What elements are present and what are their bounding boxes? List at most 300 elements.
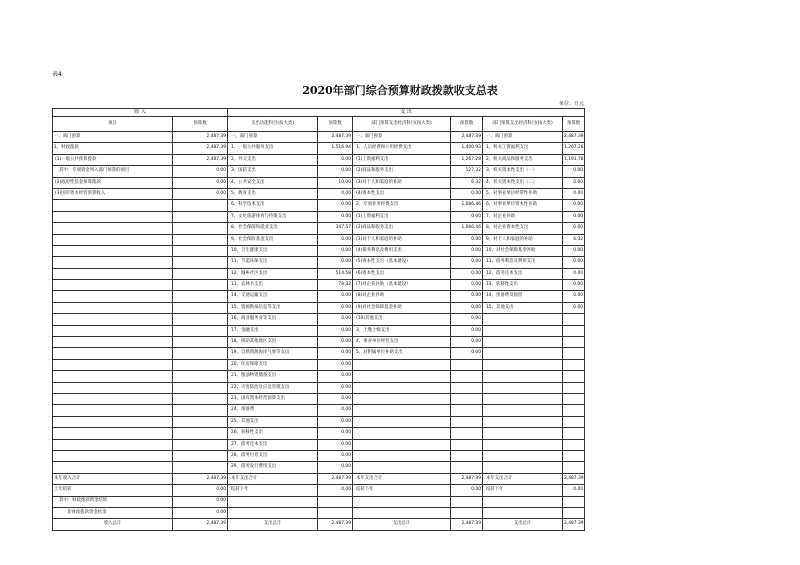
table-row — [53, 473, 585, 484]
item-cell — [353, 428, 451, 439]
table-row — [53, 154, 585, 165]
item-cell: 4、公共安全支出 — [228, 177, 318, 188]
item-cell: 2、机关商品和服务支出 — [483, 154, 563, 165]
table-row — [53, 291, 585, 302]
item-cell: (3)对个人和家庭的补助 — [353, 177, 451, 188]
item-cell: 本年收入合计 — [53, 473, 173, 484]
amount-cell: 0.00 — [318, 314, 353, 325]
amount-cell: 0.00 — [563, 200, 585, 211]
col-header: 部门预算支出经济科目(按大类) — [353, 117, 451, 132]
item-cell: (3)对个人和家庭的补助 — [353, 234, 451, 245]
item-cell — [53, 325, 173, 336]
item-cell: 19、自然资源海洋气象等支出 — [228, 348, 318, 359]
amount-cell — [173, 325, 228, 336]
amount-cell: 0.00 — [451, 280, 483, 291]
amount-cell — [451, 507, 483, 518]
item-cell — [483, 348, 563, 359]
amount-cell — [173, 268, 228, 279]
item-cell: 5、对附属单位补助支出 — [353, 348, 451, 359]
item-cell — [53, 257, 173, 268]
amount-cell: 0.00 — [173, 507, 228, 518]
item-cell: 本年支出合计 — [353, 473, 451, 484]
item-cell — [483, 450, 563, 461]
amount-cell: 2,487.39 — [173, 473, 228, 484]
amount-cell: 0.00 — [563, 280, 585, 291]
item-cell: 28、债务付息支出 — [228, 450, 318, 461]
item-cell: (4)债务利息及费用支出 — [353, 245, 451, 256]
table-row — [53, 280, 585, 291]
amount-cell — [173, 348, 228, 359]
item-cell: 9、对个人和家庭的补助 — [483, 234, 563, 245]
table-row — [53, 496, 585, 507]
income-header: 收 入 — [53, 109, 228, 117]
col-header: 预算数 — [173, 117, 228, 132]
amount-cell: 0.00 — [318, 371, 353, 382]
amount-cell: 2,487.39 — [318, 132, 353, 143]
amount-cell: 514.58 — [318, 268, 353, 279]
item-cell: 4、机关资本性支出（二） — [483, 177, 563, 188]
amount-cell: 1,086.46 — [451, 200, 483, 211]
item-cell: 11、节能环保支出 — [228, 257, 318, 268]
amount-cell: 0.00 — [318, 257, 353, 268]
amount-cell: 0.00 — [318, 211, 353, 222]
item-cell: 11、债务利息及费用支出 — [483, 257, 563, 268]
item-cell — [53, 416, 173, 427]
amount-cell — [173, 382, 228, 393]
item-cell — [483, 393, 563, 404]
item-cell — [483, 428, 563, 439]
amount-cell — [563, 462, 585, 473]
amount-cell — [451, 416, 483, 427]
amount-cell: 2,487.39 — [318, 473, 353, 484]
table-row — [53, 223, 585, 234]
item-cell — [53, 211, 173, 222]
item-cell — [53, 405, 173, 416]
item-cell: 结转下年 — [353, 485, 451, 496]
amount-cell — [173, 439, 228, 450]
item-cell: (2)商品和服务支出 — [353, 166, 451, 177]
amount-cell: 0.00 — [563, 291, 585, 302]
amount-cell: 0.00 — [173, 166, 228, 177]
item-cell — [483, 359, 563, 370]
item-cell: (10)其他支出 — [353, 314, 451, 325]
amount-cell: 1,267.28 — [563, 143, 585, 154]
item-cell — [353, 359, 451, 370]
amount-cell: 0.00 — [318, 462, 353, 473]
item-cell: 20、住房保障支出 — [228, 359, 318, 370]
amount-cell: 0.00 — [318, 302, 353, 313]
item-cell: 2、外交支出 — [228, 154, 318, 165]
item-cell — [53, 245, 173, 256]
amount-cell — [173, 337, 228, 348]
item-cell — [53, 462, 173, 473]
item-cell — [483, 325, 563, 336]
amount-cell — [563, 507, 585, 518]
table-row — [53, 177, 585, 188]
amount-cell — [173, 405, 228, 416]
amount-cell — [563, 405, 585, 416]
amount-cell: 0.00 — [451, 234, 483, 245]
amount-cell — [173, 223, 228, 234]
col-header: 预算数 — [563, 117, 585, 132]
amount-cell: 0.00 — [173, 188, 228, 199]
item-cell: 25、其他支出 — [228, 416, 318, 427]
item-cell — [483, 462, 563, 473]
item-cell: 上年结转 — [53, 485, 173, 496]
item-cell: 7、文化旅游体育与传媒支出 — [228, 211, 318, 222]
amount-cell: 0.00 — [318, 337, 353, 348]
table-row — [53, 393, 585, 404]
item-cell — [53, 393, 173, 404]
table-row — [53, 257, 585, 268]
amount-cell: 0.00 — [451, 268, 483, 279]
amount-cell: 2,487.39 — [173, 132, 228, 143]
amount-cell: 0.00 — [451, 314, 483, 325]
amount-cell: 0.00 — [563, 302, 585, 313]
amount-cell: 0.00 — [173, 177, 228, 188]
amount-cell: 1,267.28 — [451, 154, 483, 165]
item-cell: 16、商业服务业等支出 — [228, 314, 318, 325]
amount-cell — [173, 280, 228, 291]
amount-cell — [451, 439, 483, 450]
item-cell — [353, 416, 451, 427]
amount-cell — [451, 393, 483, 404]
item-cell — [483, 507, 563, 518]
item-cell — [53, 280, 173, 291]
amount-cell: 0.00 — [318, 166, 353, 177]
amount-cell: 0.00 — [563, 211, 585, 222]
item-cell: 15、资源勘探信息等支出 — [228, 302, 318, 313]
amount-cell: 0.00 — [173, 496, 228, 507]
amount-cell — [173, 234, 228, 245]
item-cell: 本年支出合计 — [228, 473, 318, 484]
amount-cell — [173, 359, 228, 370]
item-cell — [483, 405, 563, 416]
table-row — [53, 337, 585, 348]
amount-cell: 0.00 — [318, 359, 353, 370]
amount-cell — [318, 496, 353, 507]
item-cell — [53, 234, 173, 245]
amount-cell: 0.00 — [563, 268, 585, 279]
item-cell — [53, 428, 173, 439]
item-cell: 24、预备费 — [228, 405, 318, 416]
table-row — [53, 416, 585, 427]
item-cell: (9)对社会保障基金补助 — [353, 302, 451, 313]
amount-cell — [173, 257, 228, 268]
amount-cell: 0.00 — [318, 245, 353, 256]
table-row — [53, 268, 585, 279]
item-cell — [483, 496, 563, 507]
item-cell: 29、债务发行费用支出 — [228, 462, 318, 473]
item-cell — [353, 496, 451, 507]
item-cell — [53, 450, 173, 461]
amount-cell — [173, 393, 228, 404]
page-title: 2020年部门综合预算财政拨款收支总表 — [302, 84, 498, 97]
amount-cell: 0.00 — [318, 200, 353, 211]
amount-cell: 0.00 — [318, 325, 353, 336]
amount-cell — [451, 405, 483, 416]
amount-cell: 2,487.39 — [563, 132, 585, 143]
amount-cell: 0.00 — [451, 188, 483, 199]
col-header: 预算数 — [318, 117, 353, 132]
amount-cell: 127.32 — [451, 166, 483, 177]
item-cell — [53, 200, 173, 211]
amount-cell — [563, 450, 585, 461]
item-cell: (1)工资福利支出 — [353, 154, 451, 165]
item-cell: 13、农林水支出 — [228, 280, 318, 291]
amount-cell: 0.00 — [318, 234, 353, 245]
item-cell: 支出总计 — [483, 519, 563, 530]
amount-cell: 0.00 — [563, 485, 585, 496]
amount-cell: 0.00 — [563, 166, 585, 177]
item-cell: 5、对事业单位经常性补助 — [483, 188, 563, 199]
item-cell — [53, 268, 173, 279]
item-cell: 10、卫生健康支出 — [228, 245, 318, 256]
item-cell: (6)资本性支出 — [353, 268, 451, 279]
amount-cell — [563, 359, 585, 370]
table-row — [53, 200, 585, 211]
amount-cell — [563, 496, 585, 507]
table-row — [53, 382, 585, 393]
amount-cell: 0.00 — [451, 485, 483, 496]
table-row — [53, 507, 585, 518]
item-cell: 一、部门预算 — [53, 132, 173, 143]
amount-cell: 0.00 — [318, 450, 353, 461]
item-cell: (1)一般公共预算拨款 — [53, 154, 173, 165]
item-cell: 本年支出合计 — [483, 473, 563, 484]
table-row — [53, 405, 585, 416]
amount-cell — [173, 211, 228, 222]
table-row — [53, 439, 585, 450]
item-cell: 1、人员经费和公用经费支出 — [353, 143, 451, 154]
item-cell: 1、一般公共服务支出 — [228, 143, 318, 154]
amount-cell: 10.00 — [318, 177, 353, 188]
table-row — [53, 450, 585, 461]
amount-cell: 0.00 — [318, 405, 353, 416]
item-cell: 支出总计 — [353, 519, 451, 530]
item-cell: (2)政府性基金预算拨款 — [53, 177, 173, 188]
amount-cell: 0.00 — [563, 223, 585, 234]
table-row — [53, 371, 585, 382]
expense-header: 支 出 — [228, 109, 585, 117]
item-cell — [353, 393, 451, 404]
table-row — [53, 302, 585, 313]
amount-cell: 0.00 — [451, 348, 483, 359]
item-cell: 5、教育支出 — [228, 188, 318, 199]
table-row — [53, 211, 585, 222]
item-cell: (3)国有资本经营预算收入 — [53, 188, 173, 199]
budget-table — [52, 108, 585, 531]
item-cell: 8、对企业资本性支出 — [483, 223, 563, 234]
unit-label: 单位：万元 — [558, 101, 584, 107]
amount-cell — [451, 428, 483, 439]
item-cell: 一、部门预算 — [483, 132, 563, 143]
item-cell: 1、财政拨款 — [53, 143, 173, 154]
item-cell — [353, 439, 451, 450]
table-row — [53, 245, 585, 256]
table-row — [53, 359, 585, 370]
amount-cell — [451, 450, 483, 461]
item-cell — [483, 439, 563, 450]
amount-cell: 0.00 — [318, 348, 353, 359]
amount-cell: 1,193.78 — [563, 154, 585, 165]
amount-cell: 2,487.39 — [173, 154, 228, 165]
item-cell: 结转下年 — [483, 485, 563, 496]
item-cell: 14、交通运输支出 — [228, 291, 318, 302]
amount-cell: 2,487.39 — [563, 473, 585, 484]
table-row — [53, 348, 585, 359]
item-cell — [353, 371, 451, 382]
amount-cell: 6.32 — [451, 177, 483, 188]
amount-cell — [563, 382, 585, 393]
amount-cell — [318, 507, 353, 518]
amount-cell: 0.00 — [318, 382, 353, 393]
amount-cell — [173, 245, 228, 256]
item-cell: 14、预备费及预留 — [483, 291, 563, 302]
amount-cell — [563, 325, 585, 336]
amount-cell: 2,487.39 — [173, 143, 228, 154]
amount-cell — [173, 302, 228, 313]
amount-cell: 347.57 — [318, 223, 353, 234]
item-cell — [53, 348, 173, 359]
item-cell: (8)对企业补助 — [353, 291, 451, 302]
amount-cell: 78.32 — [318, 280, 353, 291]
amount-cell: 0.00 — [318, 439, 353, 450]
item-cell: 4、事业单位经营支出 — [353, 337, 451, 348]
item-cell — [483, 416, 563, 427]
item-cell: (5)资本性支出（基本建设） — [353, 257, 451, 268]
item-cell — [53, 302, 173, 313]
item-cell: 15、其他支出 — [483, 302, 563, 313]
amount-cell — [563, 337, 585, 348]
item-cell: 17、金融支出 — [228, 325, 318, 336]
amount-cell: 0.00 — [318, 188, 353, 199]
amount-cell — [451, 496, 483, 507]
item-cell — [228, 507, 318, 518]
amount-cell: 0.00 — [318, 291, 353, 302]
amount-cell — [563, 428, 585, 439]
amount-cell: 0.00 — [563, 257, 585, 268]
item-cell: 一、部门预算 — [353, 132, 451, 143]
item-cell: 23、国有资本经营预算支出 — [228, 393, 318, 404]
item-cell: (1)工资福利支出 — [353, 211, 451, 222]
item-cell — [53, 382, 173, 393]
item-cell: 9、社会保险基金支出 — [228, 234, 318, 245]
amount-cell: 0.00 — [451, 291, 483, 302]
amount-cell: 0.00 — [318, 485, 353, 496]
amount-cell — [173, 462, 228, 473]
amount-cell: 1,400.93 — [451, 143, 483, 154]
item-cell: (4)资本性支出 — [353, 188, 451, 199]
item-cell — [353, 507, 451, 518]
item-cell — [483, 371, 563, 382]
item-cell: 12、城乡社区支出 — [228, 268, 318, 279]
item-cell: 3、国防支出 — [228, 166, 318, 177]
amount-cell — [173, 371, 228, 382]
table-row — [53, 166, 585, 177]
item-cell: 27、债务还本支出 — [228, 439, 318, 450]
item-cell — [228, 496, 318, 507]
amount-cell: 0.00 — [563, 245, 585, 256]
table-row — [53, 519, 585, 530]
item-cell — [353, 462, 451, 473]
item-cell — [353, 382, 451, 393]
amount-cell: 0.00 — [318, 416, 353, 427]
item-cell: 2、专项业务经费支出 — [353, 200, 451, 211]
item-cell: 26、转移性支出 — [228, 428, 318, 439]
col-header: 部门预算支出经济科目(按大类) — [483, 117, 563, 132]
amount-cell — [451, 382, 483, 393]
amount-cell: 1,516.94 — [318, 143, 353, 154]
amount-cell — [451, 371, 483, 382]
item-cell: 8、社会保障和就业支出 — [228, 223, 318, 234]
item-cell: 其中：专项资金列入部门预算的项目 — [53, 166, 173, 177]
col-header: 支出功能科目(按大类) — [228, 117, 318, 132]
item-cell — [53, 371, 173, 382]
table-row — [53, 234, 585, 245]
item-cell — [53, 223, 173, 234]
item-cell: 1、机关工资福利支出 — [483, 143, 563, 154]
amount-cell — [173, 291, 228, 302]
amount-cell — [173, 428, 228, 439]
item-cell: 其中：财政拨款资金结转 — [53, 496, 173, 507]
item-cell: 18、援助其他地区支出 — [228, 337, 318, 348]
table-row — [53, 325, 585, 336]
amount-cell — [173, 450, 228, 461]
amount-cell: 1,066.46 — [451, 223, 483, 234]
item-cell: 6、对事业单位资本性补助 — [483, 200, 563, 211]
table-row — [53, 143, 585, 154]
amount-cell — [173, 200, 228, 211]
amount-cell: 2,487.39 — [451, 473, 483, 484]
item-cell — [483, 314, 563, 325]
amount-cell — [563, 439, 585, 450]
amount-cell — [563, 348, 585, 359]
amount-cell — [563, 371, 585, 382]
amount-cell: 2,487.39 — [451, 519, 483, 530]
item-cell: 7、对企业补助 — [483, 211, 563, 222]
amount-cell: 0.00 — [563, 177, 585, 188]
amount-cell — [451, 359, 483, 370]
item-cell: 6、科学技术支出 — [228, 200, 318, 211]
amount-cell — [173, 314, 228, 325]
item-cell — [53, 439, 173, 450]
amount-cell: 0.00 — [318, 154, 353, 165]
amount-cell: 2,487.39 — [318, 519, 353, 530]
amount-cell: 2,487.39 — [563, 519, 585, 530]
item-cell — [353, 450, 451, 461]
amount-cell: 2,487.39 — [451, 132, 483, 143]
item-cell: 非财政拨款资金结余 — [53, 507, 173, 518]
item-cell: 一、部门预算 — [228, 132, 318, 143]
amount-cell: 0.00 — [451, 245, 483, 256]
table-row — [53, 462, 585, 473]
item-cell: 22、灾害防治及应急管理支出 — [228, 382, 318, 393]
item-cell — [53, 291, 173, 302]
item-cell: (7)对企业补助（基本建设） — [353, 280, 451, 291]
amount-cell: 0.00 — [451, 325, 483, 336]
amount-cell: 0.00 — [318, 428, 353, 439]
amount-cell: 0.00 — [451, 211, 483, 222]
item-cell: 21、粮油物资储备支出 — [228, 371, 318, 382]
item-cell — [353, 405, 451, 416]
amount-cell: 0.00 — [563, 188, 585, 199]
amount-cell — [563, 416, 585, 427]
amount-cell: 0.00 — [451, 257, 483, 268]
item-cell: 10、对社会保障基金补助 — [483, 245, 563, 256]
table-row — [53, 314, 585, 325]
amount-cell — [563, 393, 585, 404]
